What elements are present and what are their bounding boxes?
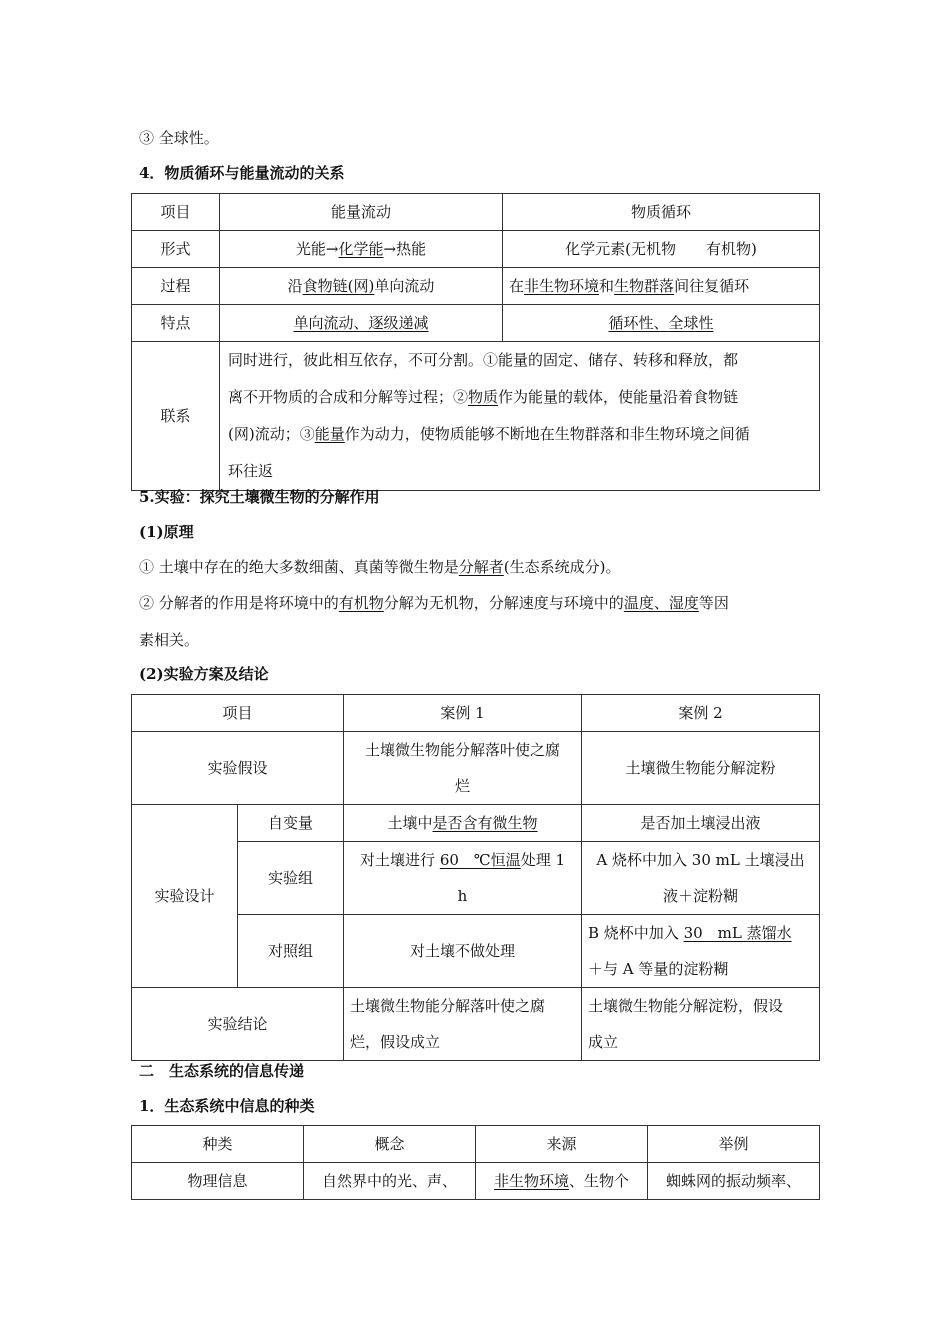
cell: 单向流动、逐级递减	[220, 305, 503, 342]
row-sublabel: 实验组	[238, 842, 344, 915]
row-label: 联系	[132, 342, 220, 491]
cell: 对土壤进行 60 ℃恒温处理 1 h	[344, 842, 582, 915]
table-header: 概念	[304, 1126, 476, 1163]
cell: 土壤微生物能分解落叶使之腐 烂，假设成立	[344, 988, 582, 1061]
heading-experiment: 5.实验：探究土壤微生物的分解作用	[139, 488, 380, 506]
table-header: 举例	[648, 1126, 820, 1163]
row-label: 形式	[132, 231, 220, 268]
table-info-types	[131, 1125, 820, 1200]
heading-plan: (2)实验方案及结论	[139, 665, 269, 683]
cell: 非生物环境、生物个	[476, 1163, 648, 1200]
row-label: 过程	[132, 268, 220, 305]
heading-info-types: 1．生态系统中信息的种类	[139, 1097, 315, 1115]
table-header: 项目	[132, 695, 344, 732]
cell: 化学元素(无机物 有机物)	[503, 231, 820, 268]
cell: 在非生物环境和生物群落间往复循环	[503, 268, 820, 305]
cell: 沿食物链(网)单向流动	[220, 268, 503, 305]
table-cycle-vs-flow	[131, 193, 820, 491]
cell: 蜘蛛网的振动频率、	[648, 1163, 820, 1200]
table-row	[132, 988, 820, 1061]
cell: 土壤中是否含有微生物	[344, 805, 582, 842]
table-header: 来源	[476, 1126, 648, 1163]
row-sublabel: 自变量	[238, 805, 344, 842]
cell: B 烧杯中加入 30 mL 蒸馏水 ＋与 A 等量的淀粉糊	[582, 915, 820, 988]
paragraph-principle-2: ② 分解者的作用是将环境中的有机物分解为无机物，分解速度与环境中的温度、湿度等因	[139, 594, 729, 612]
row-label: 实验结论	[132, 988, 344, 1061]
heading-principle: (1)原理	[139, 523, 194, 541]
heading-section-2: 二 生态系统的信息传递	[139, 1062, 305, 1080]
cell: 光能→化学能→热能	[220, 231, 503, 268]
cell-link-text: 同时进行，彼此相互依存，不可分割。①能量的固定、储存、转移和释放，都 离不开物质的合成和分解等过程；②物质作为能量的载体，使能量沿着食物链 (网)流动；③能量作为动力，使物质能够不断地在生物群落和非生物环境之间循 环往返	[220, 342, 820, 491]
row-label: 特点	[132, 305, 220, 342]
table-header: 能量流动	[220, 194, 503, 231]
cell: 土壤微生物能分解落叶使之腐 烂	[344, 732, 582, 805]
table-row	[132, 342, 820, 491]
table-row	[132, 732, 820, 805]
table-header: 种类	[132, 1126, 304, 1163]
paragraph-principle-1: ① 土壤中存在的绝大多数细菌、真菌等微生物是分解者(生态系统成分)。	[139, 558, 621, 576]
table-header: 物质循环	[503, 194, 820, 231]
table-row	[132, 231, 820, 268]
table-header: 案例 2	[582, 695, 820, 732]
table-experiment	[131, 694, 820, 1061]
heading-relationship: 4．物质循环与能量流动的关系	[139, 164, 345, 182]
cell: 物理信息	[132, 1163, 304, 1200]
table-row	[132, 305, 820, 342]
cell: 是否加土壤浸出液	[582, 805, 820, 842]
list-item-global: ③ 全球性。	[139, 129, 219, 147]
table-header: 项目	[132, 194, 220, 231]
table-row	[132, 268, 820, 305]
row-label: 实验假设	[132, 732, 344, 805]
cell: 土壤微生物能分解淀粉，假设 成立	[582, 988, 820, 1061]
cell: 土壤微生物能分解淀粉	[582, 732, 820, 805]
cell: A 烧杯中加入 30 mL 土壤浸出 液＋淀粉糊	[582, 842, 820, 915]
table-header: 案例 1	[344, 695, 582, 732]
cell: 循环性、全球性	[503, 305, 820, 342]
table-row	[132, 1163, 820, 1200]
paragraph-principle-2-cont: 素相关。	[139, 631, 200, 649]
row-sublabel: 对照组	[238, 915, 344, 988]
cell: 自然界中的光、声、	[304, 1163, 476, 1200]
table-row	[132, 805, 820, 842]
cell: 对土壤不做处理	[344, 915, 582, 988]
row-label: 实验设计	[132, 805, 238, 988]
